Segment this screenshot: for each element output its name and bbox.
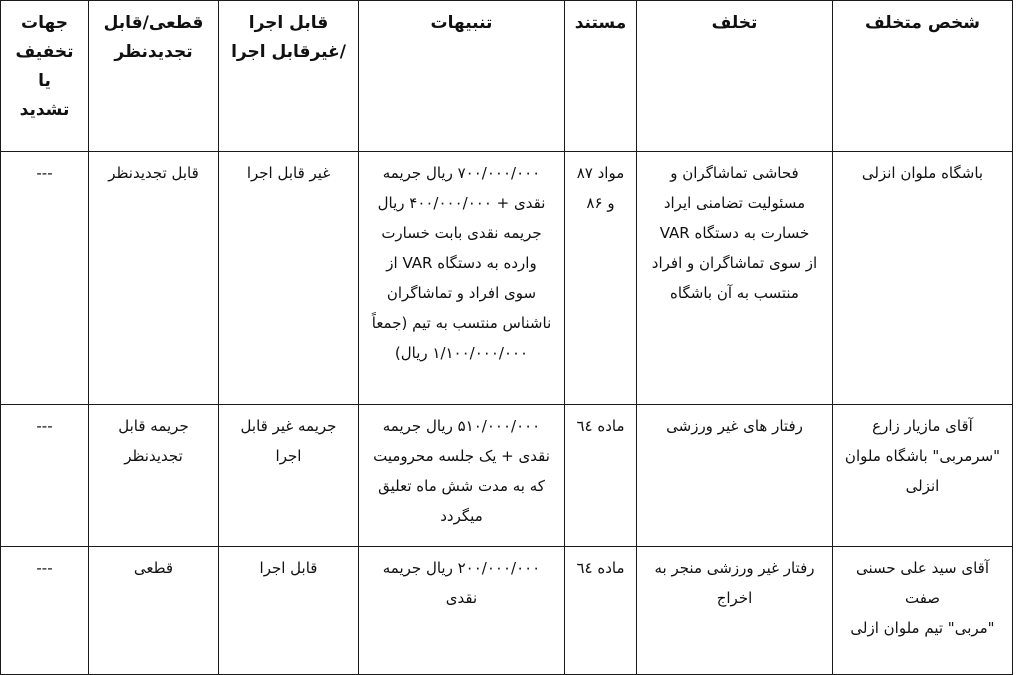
table-header-row [1, 1, 1013, 152]
cell-finality: قطعی [89, 547, 219, 675]
cell-violation: رفتار غیر ورزشی منجر به اخراج [637, 547, 833, 675]
header-mitigation-aggravation: جهات تخفیف یا تشدید [1, 1, 89, 152]
cell-finality: جریمه قابل تجدیدنظر [89, 405, 219, 547]
cell-mitigation-aggravation: --- [1, 152, 89, 405]
header-finality: قطعی/قابل تجدیدنظر [89, 1, 219, 152]
cell-violator: باشگاه ملوان انزلی [833, 152, 1013, 405]
table-row [1, 405, 1013, 547]
header-penalties: تنبیهات [359, 1, 565, 152]
cell-violator: آقای مازیار زارع "سرمربی" باشگاه ملوان انزلی [833, 405, 1013, 547]
cell-enforceable: قابل اجرا [219, 547, 359, 675]
cell-violation: رفتار های غیر ورزشی [637, 405, 833, 547]
table-row [1, 547, 1013, 675]
cell-finality: قابل تجدیدنظر [89, 152, 219, 405]
header-violation: تخلف [637, 1, 833, 152]
cell-penalties: ۷۰۰/۰۰۰/۰۰۰ ریال جریمه نقدی + ۴۰۰/۰۰۰/۰۰۰ ریال جریمه نقدی بابت خسارت وارده به دستگاه VAR از سوی افراد و تماشاگران ناشناس منتسب به تیم (جمعاً ۱/۱۰۰/۰۰۰/۰۰۰ ریال) [359, 152, 565, 405]
cell-mitigation-aggravation: --- [1, 405, 89, 547]
cell-violation: فحاشی تماشاگران و مسئولیت تضامنی ایراد خسارت به دستگاه VAR از سوی تماشاگران و افراد منتسب به آن باشگاه [637, 152, 833, 405]
cell-mitigation-aggravation: --- [1, 547, 89, 675]
header-enforceable: قابل اجرا /غیرقابل اجرا [219, 1, 359, 152]
cell-penalties: ۲۰۰/۰۰۰/۰۰۰ ریال جریمه نقدی [359, 547, 565, 675]
table-row [1, 152, 1013, 405]
cell-penalties: ۵۱۰/۰۰۰/۰۰۰ ریال جریمه نقدی + یک جلسه محرومیت که به مدت شش ماه تعلیق میگردد [359, 405, 565, 547]
cell-legal-basis: ماده ٦٤ [565, 547, 637, 675]
cell-violator: آقای سید علی حسنی صفت "مربی" تیم ملوان ازلی [833, 547, 1013, 675]
cell-legal-basis: ماده ٦٤ [565, 405, 637, 547]
cell-enforceable: غیر قابل اجرا [219, 152, 359, 405]
cell-enforceable: جریمه غیر قابل اجرا [219, 405, 359, 547]
cell-legal-basis: مواد ۸۷ و ۸۶ [565, 152, 637, 405]
header-violator: شخص متخلف [833, 1, 1013, 152]
header-legal-basis: مستند [565, 1, 637, 152]
